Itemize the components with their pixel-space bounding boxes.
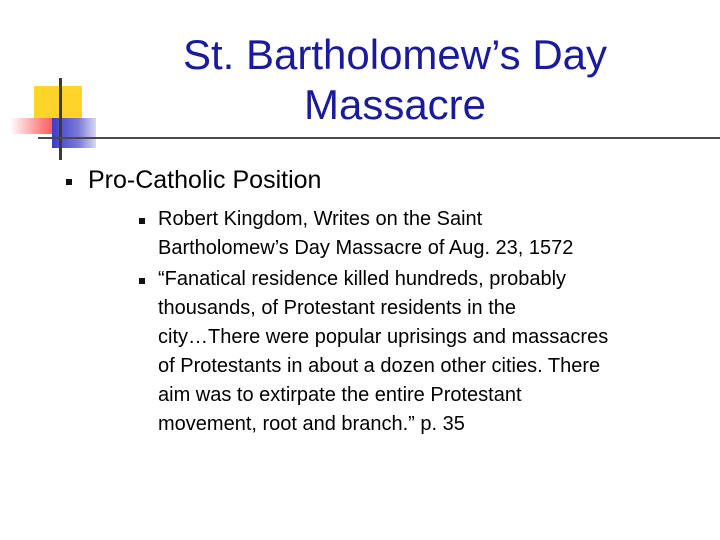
sub-bullet-line: Robert Kingdom, Writes on the Saint: [158, 208, 483, 230]
slide-title: [100, 30, 690, 130]
sub-bullet-line: thousands, of Protestant residents in the: [158, 297, 516, 319]
sub-bullet-source: [158, 205, 703, 263]
square-bullet-icon: [139, 278, 145, 284]
decorative-red-bar: [10, 118, 58, 134]
square-bullet-icon: [66, 179, 72, 185]
sub-bullet-line: of Protestants in about a dozen other cities. There: [158, 355, 601, 377]
sub-bullet-line: “Fanatical residence killed hundreds, probably: [158, 268, 567, 290]
bullet-pro-catholic-position: [88, 164, 321, 196]
slide-title-line-1: St. Bartholomew’s Day: [182, 31, 608, 78]
slide-title-line-2: Massacre: [303, 81, 487, 128]
sub-bullet-line: Bartholomew’s Day Massacre of Aug. 23, 1572: [158, 237, 574, 259]
sub-bullet-line: movement, root and branch.” p. 35: [158, 413, 465, 435]
sub-bullet-line: aim was to extirpate the entire Protestant: [158, 384, 522, 406]
bullet-text: Pro-Catholic Position: [88, 166, 322, 194]
sub-bullet-quote: [158, 265, 703, 439]
sub-bullet-line: city…There were popular uprisings and massacres: [158, 326, 609, 348]
square-bullet-icon: [139, 218, 145, 224]
decorative-vertical-rule: [59, 78, 62, 160]
title-divider: [38, 137, 720, 139]
